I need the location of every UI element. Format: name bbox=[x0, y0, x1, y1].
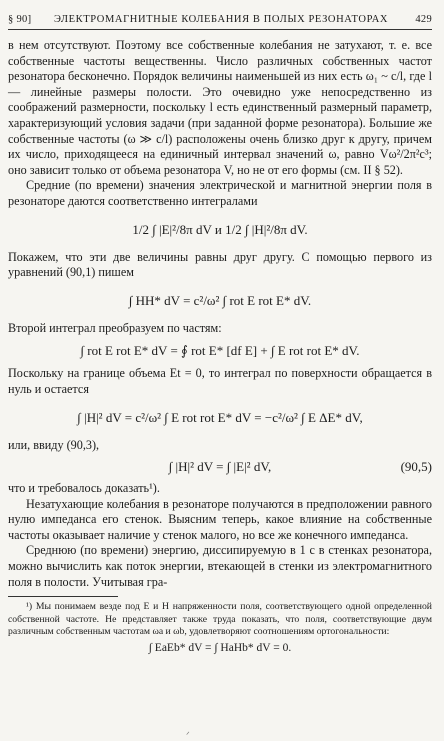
paragraph-9: Среднюю (по времени) энергию, диссипируемую в 1 с в стенках резонатора, можно вычислить как поток энергии, втекающей в стенки из электромагнитного поля в полости. Учитывая гра- bbox=[8, 543, 432, 589]
paragraph-8: Незатухающие колебания в резонаторе получаются в предположении равного нулю импеданса его стенок. Выясним теперь, какое влияние на собственные частоты оказывает наличие у стенок малого, но все же конечного импеданса. bbox=[8, 496, 432, 542]
bottom-mark: ᐟ bbox=[186, 730, 190, 740]
formula-parts: ∫ rot E rot E* dV = ∮ rot E* [df E] + ∫ E rot rot E* dV. bbox=[80, 343, 360, 359]
chapter-title: ЭЛЕКТРОМАГНИТНЫЕ КОЛЕБАНИЯ В ПОЛЫХ РЕЗОНАТОРАХ bbox=[54, 14, 389, 25]
paragraph-2: Средние (по времени) значения электрической и магнитной энергии поля в резонаторе даются соответственно интегралами bbox=[8, 178, 432, 208]
equation-90-5-body: ∫ |H|² dV = ∫ |E|² dV, bbox=[168, 459, 272, 475]
paragraph-5: Поскольку на границе объема Et = 0, то интеграл по поверхности обращается в нуль и остается bbox=[8, 366, 432, 396]
equation-90-5 bbox=[8, 457, 432, 477]
formula-surface: ∫ |H|² dV = c²/ω² ∫ E rot rot E* dV = −c²/ω² ∫ E ΔE* dV, bbox=[77, 409, 363, 425]
header-rule bbox=[8, 29, 432, 30]
main-text bbox=[8, 38, 432, 657]
paragraph-1: в нем отсутствуют. Поэтому все собственные колебания не затухают, т. е. все собственные частоты вещественны. Число различных собственных частот резонатора бесконечно. Порядок величины наименьшей из них есть ω₁ ~ c/l, где l — линейные размеры полости. Это очевидно уже непосредственно из соображений размерности, поскольку l есть единственный размерный параметр, характеризующий условия задачи (при заданной форме резонатора). Большие же собственные частоты (ω ≫ c/l) расположены очень близко друг к другу, причем их число, приходящееся на единичный интервал значений ω, равно Vω²/2π²c³; оно зависит только от объема резонатора V, но не от его формы (см. II § 52). bbox=[8, 38, 432, 177]
paragraph-6: или, ввиду (90,3), bbox=[8, 437, 100, 452]
section-ref: § 90] bbox=[8, 14, 32, 25]
page-number: 429 bbox=[415, 14, 432, 25]
footnote: ¹) Мы понимаем везде под E и H напряженности поля, соответствующего одной определенной собственной частоте. Не представляет также труда показать, что поля, соответствующие двум различным собственным частотам ωa и ωb, удовлетворяют соотношениям ортогональности: bbox=[8, 601, 432, 638]
footnote-formula: ∫ EaEb* dV = ∫ HaHb* dV = 0. bbox=[148, 642, 292, 655]
paragraph-4: Второй интеграл преобразуем по частям: bbox=[8, 320, 222, 335]
footnote-rule bbox=[8, 596, 118, 597]
formula-hh-integral: ∫ HH* dV = c²/ω² ∫ rot E rot E* dV. bbox=[128, 292, 312, 308]
running-header bbox=[8, 10, 432, 30]
paragraph-7: что и требовалось доказать¹). bbox=[8, 481, 160, 496]
paragraph-3: Покажем, что эти две величины равны друг другу. С помощью первого из уравнений (90,1) пишем bbox=[8, 249, 432, 280]
equation-number: (90,5) bbox=[400, 459, 432, 475]
formula-energy-integrals: 1/2 ∫ |E|²/8π dV и 1/2 ∫ |H|²/8π dV. bbox=[132, 221, 308, 237]
